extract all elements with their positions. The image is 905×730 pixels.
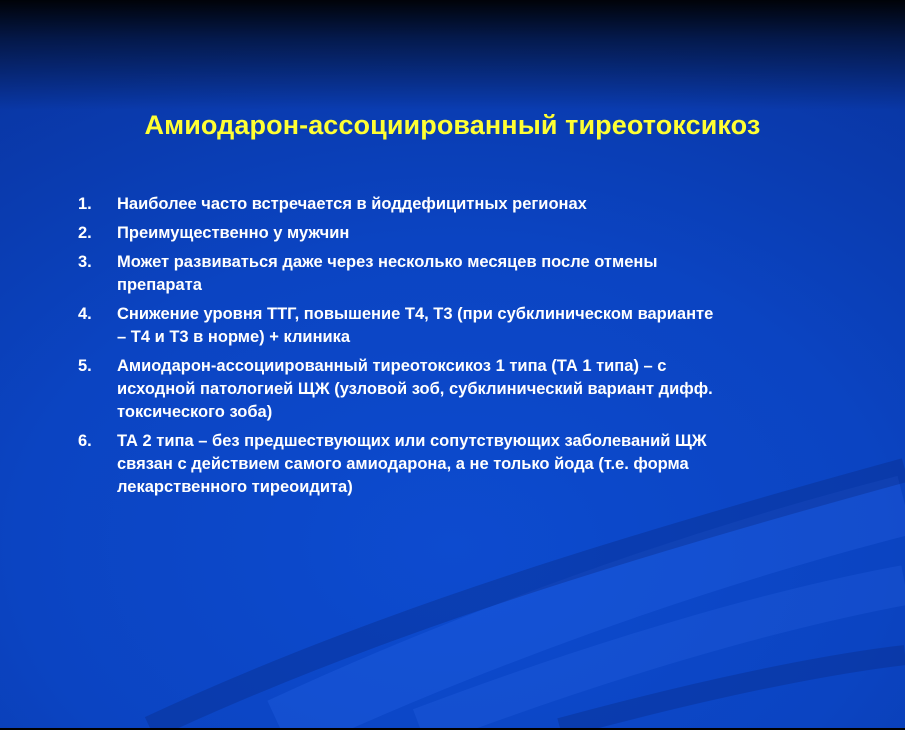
list-item: [78, 193, 868, 216]
list-item: [78, 222, 868, 245]
list-item-text-line: – Т4 и Т3 в норме) + клиника: [117, 328, 351, 346]
list-item-text-line: Может развиваться даже через несколько месяцев после отмены: [117, 253, 658, 271]
list-item-number: 6.: [78, 432, 92, 450]
list-item-text-line: ТА 2 типа – без предшествующих или сопутствующих заболеваний ЩЖ: [117, 432, 707, 450]
slide-numbered-list: [78, 193, 868, 505]
list-item-text-line: токсического зоба): [117, 403, 273, 421]
list-item: [78, 303, 868, 349]
list-item-text-line: лекарственного тиреоидита): [117, 478, 353, 496]
list-item: [78, 355, 868, 424]
list-item-number: 4.: [78, 305, 92, 323]
list-item-number: 1.: [78, 195, 92, 213]
list-item: [78, 251, 868, 297]
list-item-text-line: Снижение уровня ТТГ, повышение Т4, Т3 (при субклиническом варианте: [117, 305, 714, 323]
list-item-number: 5.: [78, 357, 92, 375]
list-item-text-line: исходной патологией ЩЖ (узловой зоб, субклинический вариант дифф.: [117, 380, 713, 398]
list-item-text-line: Амиодарон-ассоциированный тиреотоксикоз 1 типа (ТА 1 типа) – с: [117, 357, 667, 375]
slide-title: Амиодарон-ассоциированный тиреотоксикоз: [144, 110, 761, 140]
list-item-text-line: Преимущественно у мужчин: [117, 224, 350, 242]
list-item-number: 2.: [78, 224, 92, 242]
list-item-text-line: связан с действием самого амиодарона, а не только йода (т.е. форма: [117, 455, 689, 473]
list-item-text-line: Наиболее часто встречается в йоддефицитных регионах: [117, 195, 587, 213]
list-item-text-line: препарата: [117, 276, 202, 294]
list-item: [78, 430, 868, 499]
list-item-number: 3.: [78, 253, 92, 271]
